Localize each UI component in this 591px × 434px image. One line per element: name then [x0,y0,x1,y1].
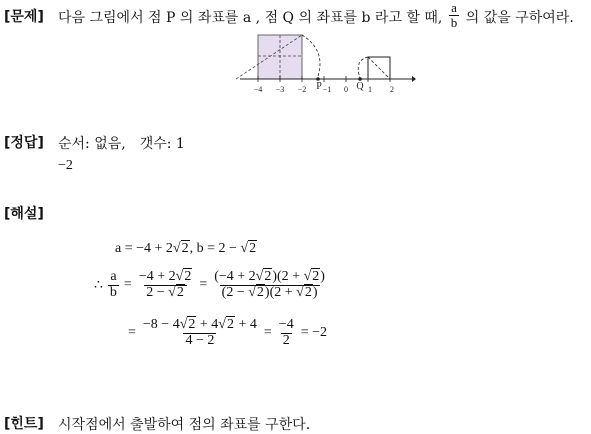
tick-label-neg3: −3 [275,85,285,94]
eq3-f1-denominator: 4 − 2 [185,332,215,348]
eq2-fraction-2 [212,270,327,300]
sqrt-icon: √ [168,284,176,300]
eq2-f2-num-radicand-1: 2 [264,269,272,284]
eq2-f1-num-radicand: 2 [184,269,192,284]
solution-tag: [해설] [4,206,44,222]
arc-to-p [302,35,320,76]
eq2-f2-num-text-c: ) [320,269,325,284]
answer-value: −2 [58,158,73,173]
hint-text: 시작점에서 출발하여 점의 좌표를 구한다. [58,417,311,433]
problem-text-before: 다음 그림에서 점 P 의 좌표를 a , 점 Q 의 좌표를 b 라고 할 때, [58,10,443,27]
eq2-f1-numerator [137,270,194,285]
eq2-f2-numerator [212,270,327,285]
equals-sign: = [263,325,272,341]
eq2-f2-den-text-b: )(2 + [264,284,297,300]
eq1-a-radicand: 2 [181,241,189,256]
eq3-f2-denominator: 2 [282,332,290,348]
eq2-f1-num-text: −4 + 2 [138,269,176,284]
solution-equation-3 [128,318,327,348]
number-line-figure [236,32,416,98]
eq1-b-radicand: 2 [249,241,257,256]
label-q: Q [356,81,364,92]
eq3-fraction-2 [277,318,296,348]
problem-text-after: 의 값을 구하여라. [465,10,574,27]
sqrt-icon: √ [296,284,304,300]
eq3-result: = −2 [300,325,327,341]
sqrt-icon: √ [255,269,264,284]
tick-label-0: 0 [344,85,348,94]
sqrt-icon: √ [248,284,256,300]
sqrt-icon: √ [175,269,184,284]
eq2-f2-den-text-c: ) [312,284,318,300]
arc-to-q [358,57,368,78]
tick-label-neg2: −2 [297,85,307,94]
eq1-b-part: , b = 2 − [189,241,241,256]
eq2-f2-num-text-b: )(2 + [272,269,304,284]
therefore-symbol: ∴ [94,277,103,293]
eq2-lhs-numerator: a [110,269,117,284]
fraction-denominator: b [450,14,458,30]
eq3-f1-num-text-b: + 4 [196,317,219,332]
problem-tag: [문제] [4,9,44,25]
eq2-f2-num-text-a: (−4 + 2 [214,269,256,284]
problem-fraction [449,1,460,29]
tick-label-neg1: −1 [322,85,332,94]
tick-label-2: 2 [390,85,394,94]
solution-equation-1 [115,241,257,257]
tick-label-1: 1 [368,85,372,94]
eq3-f1-num-text-a: −8 − 4 [142,317,180,332]
eq3-f1-numerator [141,318,259,333]
problem-text [58,0,574,30]
eq2-f2-den-text-a: (2 − [221,284,249,300]
eq2-f2-denominator [220,285,320,301]
eq3-fraction-1 [141,318,259,348]
sqrt-icon: √ [172,241,181,256]
hint-tag: [힌트] [4,416,44,432]
eq2-f2-den-radicand-2: 2 [304,284,312,300]
eq2-f1-den-text: 2 − [146,284,169,300]
eq3-f1-num-text-c: + 4 [234,317,257,332]
sqrt-icon: √ [240,241,249,256]
answer-tag: [정답] [4,135,44,151]
equals-sign: = [123,277,132,293]
right-square-diagonal [368,57,390,79]
eq3-f1-num-radicand-1: 2 [188,317,196,332]
sqrt-icon: √ [179,317,188,332]
sqrt-icon: √ [218,317,226,332]
sqrt-icon: √ [303,269,312,284]
eq2-lhs-fraction [108,270,119,300]
fraction-numerator: a [451,0,457,15]
solution-equation-2 [94,270,327,300]
tick-label-neg4: −4 [253,85,263,94]
eq2-fraction-1 [137,270,194,300]
eq1-a-part: a = −4 + 2 [115,241,173,256]
answer-line1: 순서: 없음, 갯수: 1 [58,136,185,152]
eq2-lhs-denominator: b [109,284,117,300]
label-p: P [316,81,322,92]
axis-arrow [412,76,416,82]
eq2-f2-den-radicand-1: 2 [256,284,264,300]
eq3-f1-num-radicand-2: 2 [226,317,234,332]
eq2-f2-num-radicand-2: 2 [312,269,320,284]
eq2-f1-denominator [144,285,187,301]
eq3-f2-numerator: −4 [278,317,294,332]
equals-sign: = [199,277,208,293]
eq2-f1-den-radicand: 2 [176,284,184,300]
equals-sign: = [128,325,136,341]
